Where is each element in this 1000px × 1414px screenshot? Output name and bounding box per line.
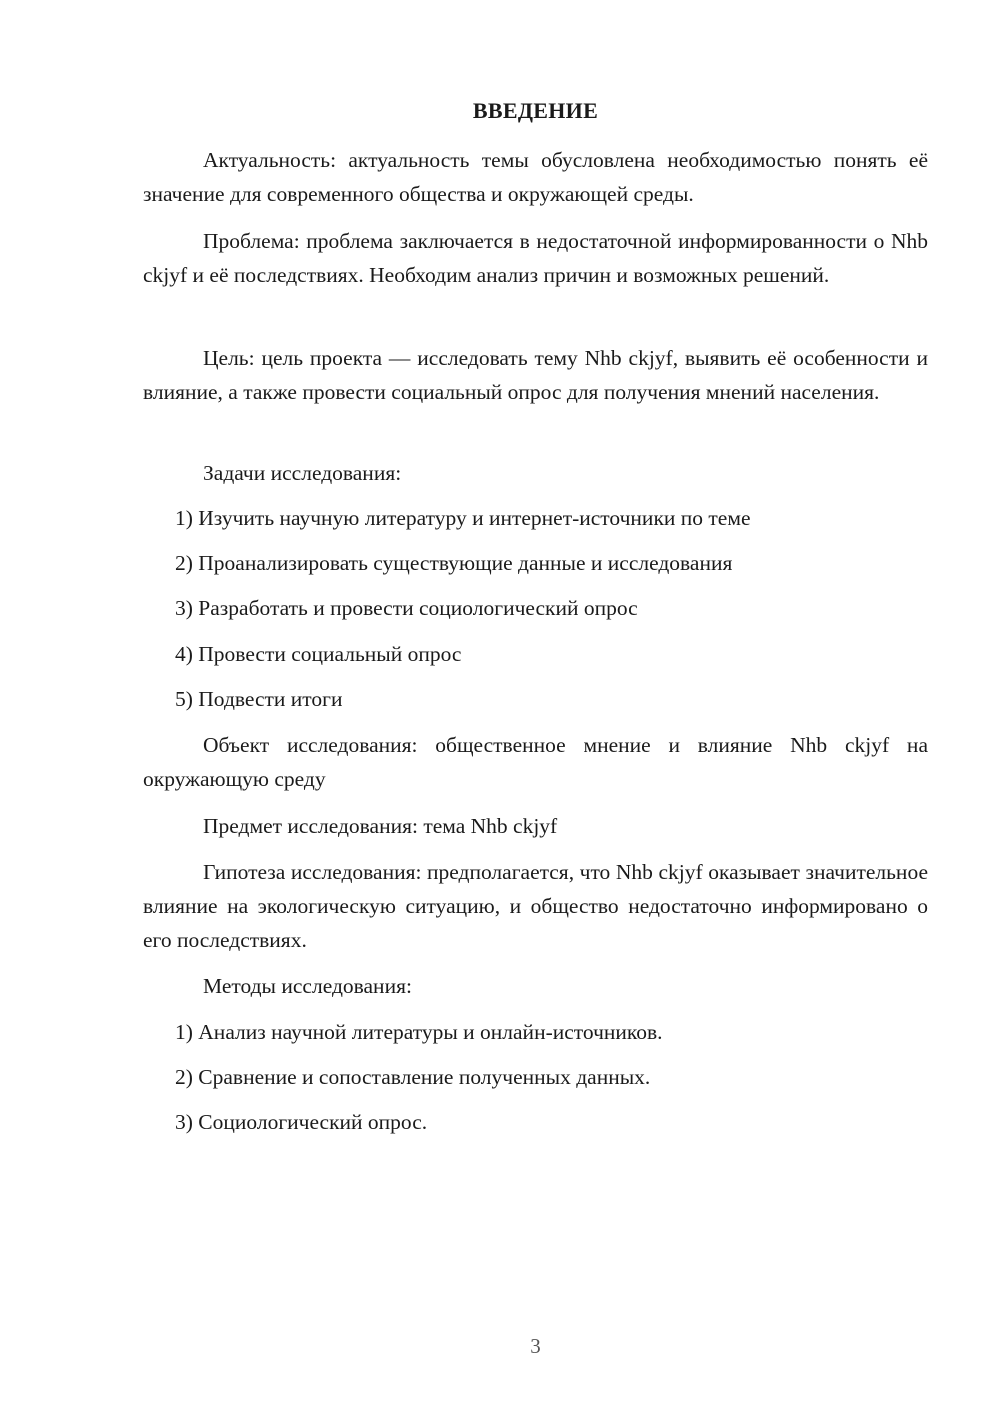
relevance-paragraph: Актуальность: актуальность темы обусловлена необходимостью понять её значение для современного общества и окружающей среды. xyxy=(143,148,928,206)
task-item: 5) Подвести итоги xyxy=(175,687,343,711)
tasks-heading: Задачи исследования: xyxy=(203,461,402,485)
goal-paragraph: Цель: цель проекта — исследовать тему Nhb ckjyf, выявить её особенности и влияние, а также провести социальный опрос для получения мнений населения. xyxy=(143,346,928,404)
method-item: 1) Анализ научной литературы и онлайн-источников. xyxy=(175,1020,663,1044)
method-item: 2) Сравнение и сопоставление полученных данных. xyxy=(175,1065,651,1089)
object-paragraph: Объект исследования: общественное мнение и влияние Nhb ckjyf на окружающую среду xyxy=(143,733,928,791)
document-page xyxy=(143,0,928,1414)
task-item: 4) Провести социальный опрос xyxy=(175,642,462,666)
problem-paragraph: Проблема: проблема заключается в недостаточной информированности о Nhb ckjyf и её последствиях. Необходим анализ причин и возможных решений. xyxy=(143,229,928,287)
page-number: 3 xyxy=(530,1334,541,1358)
method-item: 3) Социологический опрос. xyxy=(175,1110,428,1134)
task-item: 2) Проанализировать существующие данные и исследования xyxy=(175,551,733,575)
task-item: 3) Разработать и провести социологический опрос xyxy=(175,596,638,620)
task-item: 1) Изучить научную литературу и интернет-источники по теме xyxy=(175,506,751,530)
subject-paragraph: Предмет исследования: тема Nhb ckjyf xyxy=(203,814,558,838)
section-title: ВВЕДЕНИЕ xyxy=(472,98,599,123)
hypothesis-paragraph: Гипотеза исследования: предполагается, что Nhb ckjyf оказывает значительное влияние на экологическую ситуацию, и общество недостаточно информировано о его последствиях. xyxy=(143,860,928,952)
methods-heading: Методы исследования: xyxy=(203,974,412,998)
